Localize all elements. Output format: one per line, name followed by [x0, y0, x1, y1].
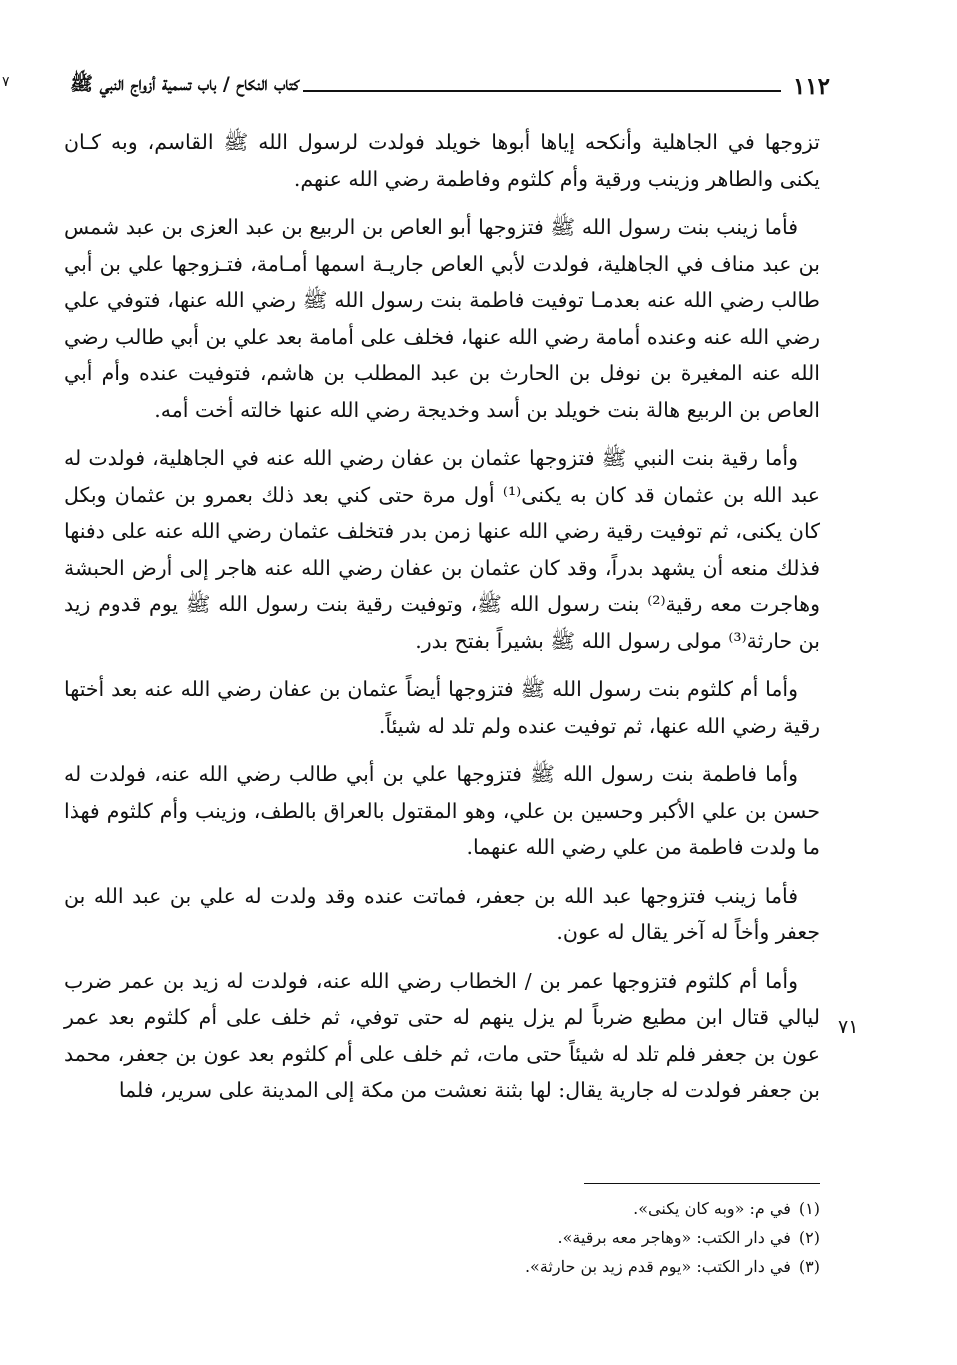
running-header [70, 66, 830, 106]
footnotes [300, 1194, 820, 1281]
footnote [300, 1194, 820, 1223]
page-number: ١١٢ [792, 72, 830, 100]
footnote-number: (٢) [798, 1228, 820, 1247]
paragraph: فأما زينب بنت رسول الله ﷺ فتزوجها أبو العاص بن الربيع بن عبد العزى بن عبد شمس بن عبد مناف في الجاهلية، فولدت لأبي العاص جاريـة اسمها أمـامة، فتـزوجها علي بن أبي طالب رضي الله عنه بعدمـا توفيت فاطمة بنت رسول الله ﷺ رضي الله عنها، فتوفي علي رضي الله عنه وعنده أمامة رضي الله عنها، فخلف على أمامة بعد علي بن أبي طالب رضي الله عنه المغيرة بن نوفل بن الحارث بن عبد المطلب بن هاشم، فتوفيت عنده وأم أبي العاص بن الربيع هالة بنت خويلد بن أسد وخديجة رضي الله عنها خالته أخت أمه. [64, 215, 820, 422]
body-text [64, 124, 820, 1121]
edge-mark: ٧ [2, 74, 10, 90]
header-rule [303, 90, 781, 92]
footnote-text: في م: «وبه كان يكنى». [633, 1199, 791, 1218]
footnote-rule [584, 1183, 820, 1184]
margin-number: ٧١ [838, 1016, 859, 1038]
paragraph: تزوجها في الجاهلية وأنكحه إياها أبوها خويلد فولدت لرسول الله ﷺ القاسم، وبه كـان يكنى والطاهر وزينب ورقية وأم كلثوم وفاطمة رضي الله عنهم. [64, 130, 820, 191]
footnote-text: في دار الكتب: «يوم قدم زيد بن حارثة». [524, 1257, 791, 1276]
footnote-number: (١) [798, 1199, 820, 1218]
paragraph: وأما فاطمة بنت رسول الله ﷺ فتزوجها علي بن أبي طالب رضي الله عنه، فولدت له حسن بن علي الأكبر وحسين بن علي، وهو المقتول بالعراق بالطف، وزينب وأم كلثوم فهذا ما ولدت فاطمة من علي رضي الله عنهما. [64, 762, 820, 859]
footnote-number: (٣) [798, 1257, 820, 1276]
footnote [300, 1252, 820, 1281]
running-title: كتاب النكاح / باب تسمية أزواج النبي ﷺ [70, 73, 300, 95]
footnote-text: في دار الكتب: «وهاجر معه برقية». [557, 1228, 791, 1247]
paragraph: وأما أم كلثوم بنت رسول الله ﷺ فتزوجها أيضاً عثمان بن عفان رضي الله عنه بعد أختها رقية رضي الله عنها، ثم توفيت عنده ولم تلد له شيئاً. [64, 677, 820, 738]
paragraph: وأما رقية بنت النبي ﷺ فتزوجها عثمان بن عفان رضي الله عنه في الجاهلية، فولدت له عبد الله بن عثمان قد كان به يكنى⁽¹⁾ أول مرة حتى كني بعد ذلك بعمرو بن عثمان وبكل كان يكنى، ثم توفيت رقية رضي الله عنها زمن بدر فتخلف عثمان رضي الله عنه على دفنها فذلك منعه أن يشهد بدراً، وقد كان عثمان بن عفان رضي الله عنه هاجر إلى أرض الحبشة وهاجرت معه رقية⁽²⁾ بنت رسول الله ﷺ، وتوفيت رقية بنت رسول الله ﷺ يوم قدوم زيد بن حارثة⁽³⁾ مولى رسول الله ﷺ بشيراً بفتح بدر. [64, 446, 820, 653]
footnote [300, 1223, 820, 1252]
paragraph: وأما أم كلثوم فتزوجها عمر بن / الخطاب رضي الله عنه، فولدت له زيد بن عمر ضرب ليالي قتال ابن مطيع ضرباً لم يزل ينهم له حتى توفي، ثم خلف على أم كلثوم بعد عمر عون بن جعفر فلم تلد له شيئاً حتى مات، ثم خلف على أم كلثوم بعد عون بن جعفر، محمد بن جعفر فولدت له جارية يقال: لها بثنة نعشت من مكة إلى المدينة على سرير، فلما [64, 968, 820, 1102]
paragraph: فأما زينب فتزوجها عبد الله بن جعفر، فماتت عنده وقد ولدت له علي بن عبد الله بن جعفر وأخاً له آخر يقال له عون. [64, 883, 820, 944]
